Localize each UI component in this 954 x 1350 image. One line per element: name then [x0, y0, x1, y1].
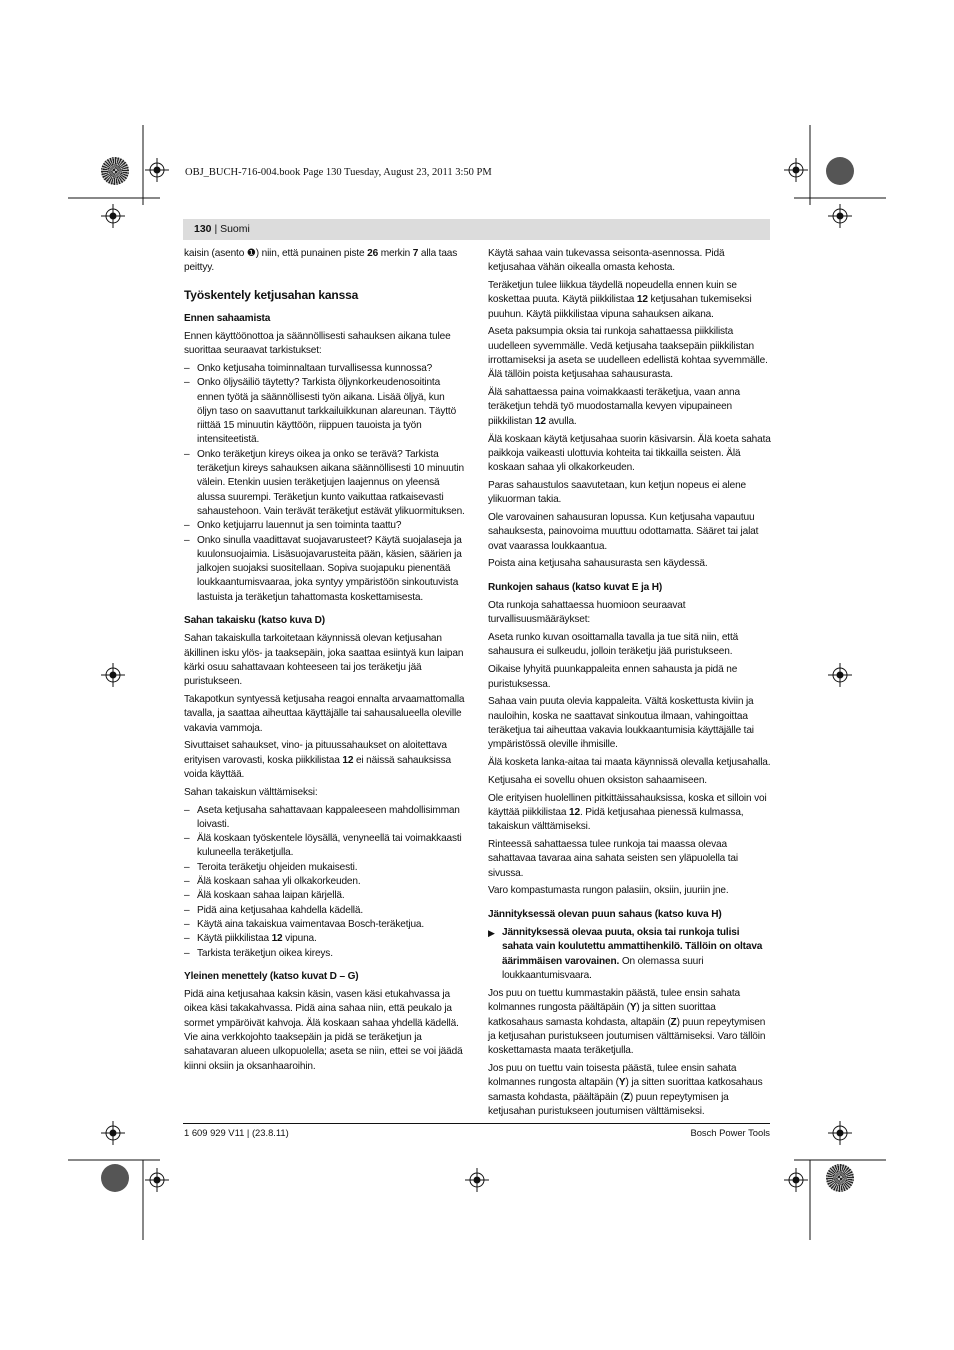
paragraph: Takapotkun syntyessä ketjusaha reagoi ennalta arvaamattomalla tavalla, ja saattaa aiheuttaa käyttäjälle tai sahausalueella oleville vakavia vammoja.: [184, 694, 465, 734]
subsection-heading: Jännityksessä olevan puun sahaus (katso kuva H): [488, 908, 722, 920]
registration-target-icon: [101, 1121, 125, 1150]
footer-brand: Bosch Power Tools: [690, 1127, 770, 1138]
subsection-heading: Yleinen menettely (katso kuvat D – G): [184, 970, 359, 982]
list-item: – Älä koskaan sahaa laipan kärjellä.: [184, 889, 467, 903]
registration-target-icon: [101, 663, 125, 692]
footer-doc-number: 1 609 929 V11 | (23.8.11): [184, 1127, 289, 1138]
registration-target-icon: [465, 1168, 489, 1197]
list-item: – Onko sinulla vaadittavat suojavarusteet? Käytä suojalaseja ja kuulonsuojaimia. Lisäsuojavarusteita pään, käsien, säärien ja jalkojen suojaksi suositellaan. Sopiva suojapuku pienentää loukkaantumisvaaraa, joka syntyy ympäristöön sinkoutuvista lastuista ja teräketjun tahattomasta koskettamisesta.: [184, 534, 467, 605]
paragraph: Käytä sahaa vain tukevassa seisonta-asennossa. Pidä ketjusahaa vähän oikealla omasta kehosta.: [488, 248, 725, 274]
registration-target-icon: [828, 1121, 852, 1150]
page-number: 130: [194, 223, 212, 235]
paragraph: Sivuttaiset sahaukset, vino- ja pituussahaukset on aloitettava erityisen varovasti, koska piikkilistaa 12 ei näissä sahauksissa voida käyttää.: [184, 740, 452, 780]
registration-target-icon: [784, 158, 808, 187]
list-item: – Onko teräketjun kireys oikea ja onko se terävä? Tarkista teräketjun kireys sahauksen aikana säännöllisesti 10 minuutin välein. Etenkin uusien teräketjujen laajennus on yleensä alussa suurempi. Teräketjun kunto vaikuttaa ratkaisevasti sahaustehoon. Vain terävät teräketjut estävät ylikuormituksen.: [184, 448, 467, 519]
calibration-circle-icon: [101, 157, 129, 185]
list-item: – Onko ketjusaha toiminnaltaan turvallisessa kunnossa?: [184, 362, 467, 376]
registration-target-icon: [828, 204, 852, 233]
avoid-list: [184, 804, 467, 961]
paragraph: Ennen käyttöönottoa ja säännöllisesti sahauksen aikana tulee suorittaa seuraavat tarkistukset:: [184, 330, 451, 357]
paragraph: Aseta runko kuvan osoittamalla tavalla ja tue sitä niin, että sahausura ei sulkeudu, jolloin teräketju jää puristukseen.: [488, 632, 739, 658]
subsection-heading: Ennen sahaamista: [184, 312, 271, 324]
list-item: – Tarkista teräketjun oikea kireys.: [184, 947, 467, 961]
paragraph: Ota runkoja sahattaessa huomioon seuraavat turvallisuusmääräykset:: [488, 600, 686, 626]
paragraph: Älä sahattaessa paina voimakkaasti teräketjua, vaan anna teräketjun tehdä työ muodostamalla kevyen vipupaineen piikkilistan 12 avulla.: [488, 387, 740, 427]
paragraph: Ole varovainen sahausuran lopussa. Kun ketjusaha vapautuu sahauksesta, painovoima muuttuu odottamatta. Sääret tai jalat ovat vaarassa loukkaantua.: [488, 512, 759, 552]
paragraph: Rinteessä sahattaessa tulee runkoja tai maassa olevaa sahattavaa tavaraa aina sahata seisten sen yläpuolella tai sivussa.: [488, 838, 738, 879]
position-symbol: ❶: [246, 248, 256, 259]
paragraph: Paras sahaustulos saavutetaan, kun ketjun nopeus ei alene ylikuorman takia.: [488, 479, 746, 506]
calibration-circle-icon: [101, 1164, 129, 1192]
list-item: – Älä koskaan sahaa yli olkakorkeuden.: [184, 875, 467, 889]
subsection-heading: Runkojen sahaus (katso kuvat E ja H): [488, 581, 663, 593]
paragraph: Oikaise lyhyitä puunkappaleita ennen sahausta ja pidä ne puristuksessa.: [488, 664, 738, 690]
list-item: – Onko öljysäiliö täytetty? Tarkista öljynkorkeudenosoitinta ennen työtä ja säännöllisesti työn aikana. Lisää öljyä, kun öljyn taso on saavuttanut tarkkailuikkunan alareunan. Täyttö riittää 15 minuutin käyttöön, riippuen tauoista ja työn intensiteetistä.: [184, 376, 467, 447]
list-item: – Onko ketjujarru lauennut ja sen toiminta taattu?: [184, 519, 467, 533]
paragraph: Jos puu on tuettu kummastakin päästä, tulee ensin sahata kolmannes rungosta päältäpäin (Y) ja sitten suorittaa katkosahaus samasta kohdasta, altapäin (Z) puun repeytymisen ja ketjusahan puristukseen joutumisen välttämiseksi. Varo tällöin koskettamasta maata teräketjulla.: [488, 988, 766, 1057]
list-item: – Älä koskaan työskentele löysällä, venyneellä tai voimakkaasti kuluneella teräketjulla.: [184, 832, 467, 861]
list-item: – Aseta ketjusaha sahattavaan kappaleeseen mahdollisimman loivasti.: [184, 804, 467, 833]
paragraph: Pidä aina ketjusahaa kaksin käsin, vasen käsi etukahvassa ja oikea käsi takakahvassa. Pidä aina sahaa niin, että peukalo ja sormet ympäröivät kahvoja. Älä koskaan sahaa yhdellä kädellä. Vie aina verkkojohto taaksepäin ja pidä se teräketjun ja sahatavaran alueen ulkopuolella; aseta se niin, ettei se voi jäädä kiinni oksiin ja oksanhaaroihin.: [184, 989, 463, 1072]
paragraph: Teräketjun tulee liikkua täydellä nopeudella ennen kuin se koskettaa puuta. Käytä piikkilistaa 12 ketjusahan tukemiseksi puuhun. Käytä piikkilistaa vipuna sahauksen aikana.: [488, 280, 752, 320]
paragraph: Sahan takaiskulla tarkoitetaan käynnissä olevan ketjusahan äkillinen isku ylös- ja taaksepäin, joka saattaa esiintyä kun laipan kärki osuu sahattavaan kohteeseen tai jos teräketju jää puristukseen.: [184, 633, 464, 688]
section-heading: Työskentely ketjusahan kanssa: [184, 287, 359, 302]
registration-target-icon: [145, 1168, 169, 1197]
registration-target-icon: [828, 663, 852, 692]
header-separator: |: [211, 223, 221, 235]
paragraph: Älä koskaan käytä ketjusahaa suorin käsivarsin. Älä koeta sahata paikkoja vaikeasti ulottuvia kohteita tai tikkailla seisten. Älä koskaan sahaa yli olkakorkeuden.: [488, 433, 771, 474]
header-section: Suomi: [220, 223, 250, 235]
paragraph: Jos puu on tuettu vain toisesta päästä, tulee ensin sahata kolmannes rungosta altapäin (Y) ja sitten suorittaa katkosahaus samasta kohdasta, päältäpäin (Z) puun repeytymisen ja ketjusahan puristukseen joutumisen välttämiseksi.: [488, 1063, 763, 1118]
paragraph: Sahan takaiskun välttämiseksi:: [184, 786, 318, 798]
subsection-heading: Sahan takaisku (katso kuva D): [184, 615, 325, 627]
page-header-bar: [183, 219, 770, 240]
list-item: – Käytä aina takaiskua vaimentavaa Bosch-teräketjua.: [184, 918, 467, 932]
paragraph: Varo kompastumasta rungon palasiin, oksiin, juuriin jne.: [488, 885, 729, 897]
paragraph: Ole erityisen huolellinen pitkittäissahauksissa, koska et silloin voi käyttää piikkilistaa 12. Pidä ketjusahaa pienessä kulmassa, takaiskun välttämiseksi.: [488, 792, 767, 833]
paragraph: Poista aina ketjusaha sahausurasta sen käydessä.: [488, 558, 708, 570]
registration-target-icon: [101, 204, 125, 233]
warning-note: ▶ Jännityksessä olevaa puuta, oksia tai runkoja tulisi sahata vain koulutettu ammattihenkilö. Tällöin on oltava äärimmäisen varovainen. On olemassa suuri loukkaantumisvaara.: [488, 926, 763, 981]
registration-target-icon: [784, 1168, 808, 1197]
registration-target-icon: [145, 158, 169, 187]
list-item: – Käytä piikkilistaa 12 vipuna.: [184, 932, 467, 946]
calibration-circle-icon: [826, 157, 854, 185]
file-timestamp: OBJ_BUCH-716-004.book Page 130 Tuesday, August 23, 2011 3:50 PM: [185, 167, 492, 178]
right-column: [488, 247, 771, 1123]
calibration-circle-icon: [826, 1164, 854, 1192]
paragraph: Älä kosketa lanka-aitaa tai maata käynnissä olevalla ketjusahalla.: [488, 757, 771, 768]
paragraph: kaisin (asento ❶) niin, että punainen piste 26 merkin 7 alla taas peittyy.: [184, 248, 458, 274]
footer-divider: [183, 1123, 770, 1124]
list-item: – Teroita teräketju ohjeiden mukaisesti.: [184, 861, 467, 875]
left-column: [184, 247, 467, 1077]
paragraph: Ketjusaha ei sovellu ohuen oksiston sahaamiseen.: [488, 774, 707, 786]
paragraph: Sahaa vain puuta olevia kappaleita. Vältä koskettusta kiviin ja nauloihin, koska ne saattavat sinkoutua ilmaan, vahingoittaa teräketjua tai aiheuttaa vakavia loukkaantumisia käyttäjälle tai ympäristössä oleville ihmisille.: [488, 696, 754, 751]
page-header: [194, 223, 250, 235]
checklist: [184, 362, 467, 605]
paragraph: Aseta paksumpia oksia tai runkoja sahattaessa piikkilista uudelleen syvemmälle. Vedä ketjusaha taaksepäin piikkilistan irrottamiseksi ja aseta se uudelleen edellistä kohtaa syvemmälle. Älä tällöin poista ketjusahaa sahausurasta.: [488, 326, 768, 381]
list-item: – Pidä aina ketjusahaa kahdella kädellä.: [184, 904, 467, 918]
warning-arrow-icon: ▶: [488, 927, 495, 938]
